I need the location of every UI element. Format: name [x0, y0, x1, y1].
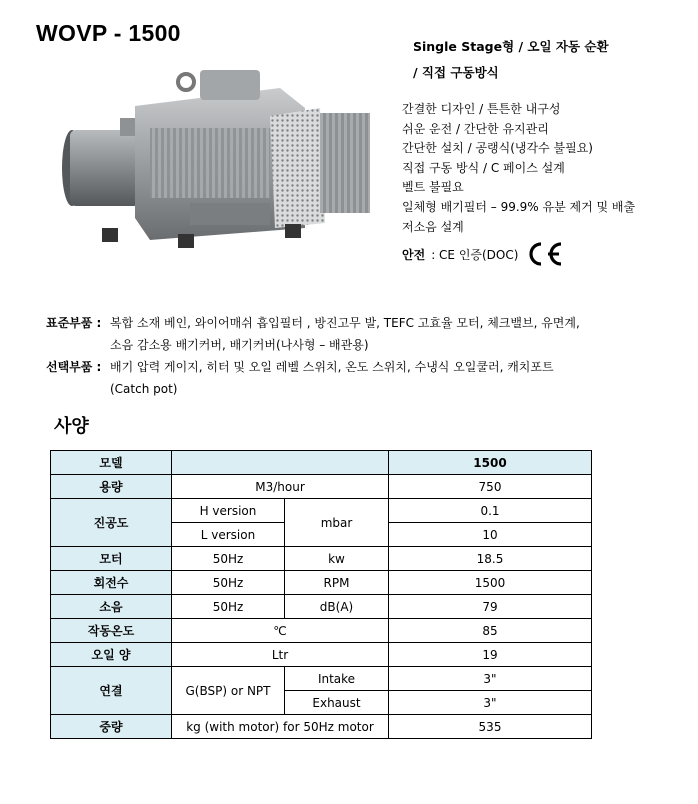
oil-label: 오일 양	[51, 643, 172, 667]
capacity-unit: M3/hour	[172, 475, 389, 499]
model-label: 모델	[51, 451, 172, 475]
rpm-freq: 50Hz	[172, 571, 285, 595]
table-row	[51, 475, 592, 499]
temp-unit: ℃	[172, 619, 389, 643]
spec-heading: 사양	[54, 416, 89, 437]
table-row	[51, 667, 592, 691]
standard-parts-line: 소음 감소용 배기커버, 배기커버(나사형 – 배관용)	[110, 338, 369, 352]
rpm-value: 1500	[389, 571, 592, 595]
table-row	[51, 547, 592, 571]
table-row	[51, 595, 592, 619]
spec-table	[50, 450, 592, 739]
subtitle-line-1: Single Stage형 / 오일 자동 순환	[413, 39, 609, 54]
vacuum-label: 진공도	[51, 499, 172, 547]
noise-unit: dB(A)	[285, 595, 389, 619]
vacuum-h-version: H version	[172, 499, 285, 523]
connection-intake-value: 3"	[389, 667, 592, 691]
table-row	[51, 715, 592, 739]
oil-unit: Ltr	[172, 643, 389, 667]
ce-mark-icon	[524, 240, 566, 268]
rpm-label: 회전수	[51, 571, 172, 595]
standard-parts-label: 표준부품 :	[46, 316, 102, 330]
noise-label: 소음	[51, 595, 172, 619]
product-subtitle	[413, 34, 609, 86]
connection-thread: G(BSP) or NPT	[172, 667, 285, 715]
feature-item: 직접 구동 방식 / C 페이스 설계	[402, 160, 565, 175]
noise-value: 79	[389, 595, 592, 619]
optional-parts-line: (Catch pot)	[110, 382, 178, 396]
motor-label: 모터	[51, 547, 172, 571]
motor-value: 18.5	[389, 547, 592, 571]
feature-item: 일체형 배기필터 – 99.9% 유분 제거 및 배출	[402, 199, 636, 214]
connection-label: 연결	[51, 667, 172, 715]
model-blank-cell	[172, 451, 389, 475]
vacuum-l-version: L version	[172, 523, 285, 547]
vacuum-pump-image	[50, 58, 380, 258]
noise-freq: 50Hz	[172, 595, 285, 619]
table-row	[51, 451, 592, 475]
model-value: 1500	[389, 451, 592, 475]
feature-item: 쉬운 운전 / 간단한 유지관리	[402, 121, 549, 136]
table-row	[51, 643, 592, 667]
motor-unit: kw	[285, 547, 389, 571]
temp-value: 85	[389, 619, 592, 643]
weight-label: 중량	[51, 715, 172, 739]
optional-parts-line: 배기 압력 게이지, 히터 및 오일 레벨 스위치, 온도 스위치, 수냉식 오일쿨러, 캐치포트	[110, 360, 554, 374]
capacity-label: 용량	[51, 475, 172, 499]
connection-exhaust-value: 3"	[389, 691, 592, 715]
feature-item: 간결한 디자인 / 튼튼한 내구성	[402, 102, 561, 116]
temp-label: 작동온도	[51, 619, 172, 643]
safety-text: : CE 인증(DOC)	[431, 247, 519, 262]
weight-unit: kg (with motor) for 50Hz motor	[172, 715, 389, 739]
weight-value: 535	[389, 715, 592, 739]
safety-info	[402, 240, 566, 268]
vacuum-l-value: 10	[389, 523, 592, 547]
rpm-unit: RPM	[285, 571, 389, 595]
capacity-value: 750	[389, 475, 592, 499]
motor-freq: 50Hz	[172, 547, 285, 571]
vacuum-unit: mbar	[285, 499, 389, 547]
oil-value: 19	[389, 643, 592, 667]
table-row	[51, 619, 592, 643]
feature-item: 저소음 설계	[402, 219, 464, 234]
product-title: WOVP - 1500	[36, 20, 181, 46]
table-row	[51, 571, 592, 595]
safety-label: 안전	[402, 247, 426, 262]
connection-intake: Intake	[285, 667, 389, 691]
subtitle-line-2: / 직접 구동방식	[413, 65, 499, 80]
feature-item: 벨트 불필요	[402, 180, 464, 195]
vacuum-h-value: 0.1	[389, 499, 592, 523]
standard-parts-line: 복합 소재 베인, 와이어매쉬 흡입필터 , 방진고무 발, TEFC 고효율 모터, 체크밸브, 유면계,	[110, 316, 580, 330]
feature-list	[402, 100, 635, 237]
optional-parts-label: 선택부품 :	[46, 360, 102, 374]
feature-item: 간단한 설치 / 공랭식(냉각수 불필요)	[402, 141, 593, 156]
connection-exhaust: Exhaust	[285, 691, 389, 715]
parts-section	[46, 312, 580, 400]
table-row	[51, 499, 592, 523]
